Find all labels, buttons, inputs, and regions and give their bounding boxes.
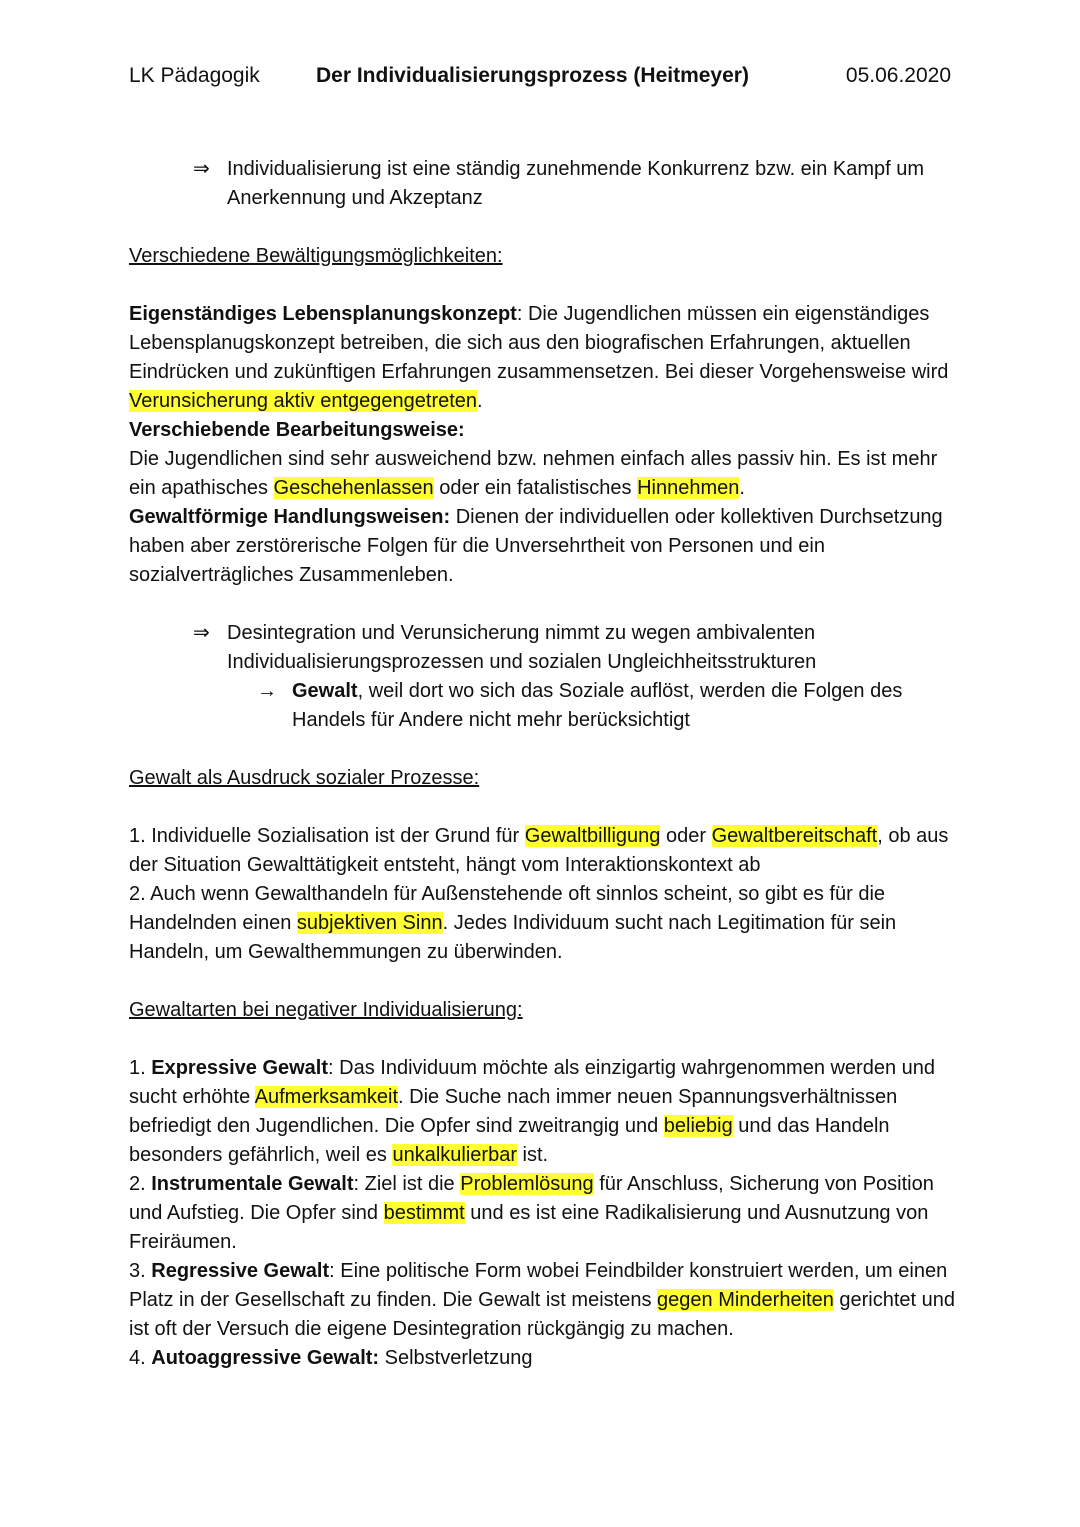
conclusion-arrow-2 — [129, 619, 959, 677]
highlight: unkalkulierbar — [392, 1144, 517, 1166]
paragraph-violent: Gewaltförmige Handlungsweisen: Dienen der individuellen oder kollektiven Durchsetzung haben aber zerstörerische Folgen für die Unversehrtheit von Personen und ein sozialverträgliches Zusammenleben. — [129, 506, 943, 586]
term-bold: Expressive Gewalt — [151, 1057, 329, 1079]
paragraph-evasive — [129, 416, 959, 445]
highlight: Problemlösung — [460, 1173, 594, 1195]
term-bold: Verschiebende Bearbeitungsweise: — [129, 419, 465, 441]
sub-conclusion-arrow: → Gewalt, weil dort wo sich das Soziale auflöst, werden die Folgen des Handels für Andere nicht mehr berücksichtigt — [129, 677, 959, 735]
header-title: Der Individualisierungsprozess (Heitmeyer) — [316, 64, 749, 87]
right-arrow-icon: → — [257, 680, 277, 702]
section-heading-coping: Verschiedene Bewältigungsmöglichkeiten: — [129, 245, 503, 267]
term-bold: Gewalt — [292, 680, 358, 702]
highlight: Gewaltbilligung — [524, 825, 661, 847]
double-arrow-icon: ⇒ — [193, 158, 210, 180]
term-bold: Gewaltförmige Handlungsweisen: — [129, 506, 451, 528]
term-bold: Instrumentale Gewalt — [151, 1173, 354, 1195]
list-item: 4. Autoaggressive Gewalt: Selbstverletzung — [129, 1347, 533, 1369]
highlight: subjektiven Sinn — [296, 912, 443, 934]
highlight: Verunsicherung aktiv entgegengetreten — [129, 390, 478, 412]
highlight: bestimmt — [383, 1202, 465, 1224]
highlight: Aufmerksamkeit — [254, 1086, 399, 1108]
list-item: 2. Instrumentale Gewalt: Ziel ist die Problemlösung für Anschluss, Sicherung von Position und Aufstieg. Die Opfer sind bestimmt und es ist eine Radikalisierung und Ausnutzung von Freiräumen. — [129, 1173, 934, 1253]
list-item: 3. Regressive Gewalt: Eine politische Form wobei Feindbilder konstruiert werden, um einen Platz in der Gesellschaft zu finden. Die Gewalt ist meistens gegen Minderheiten gerichtet und ist oft der Versuch die eigene Desintegration rückgängig zu machen. — [129, 1260, 956, 1340]
term-bold: Regressive Gewalt — [151, 1260, 330, 1282]
list-item: 1. Expressive Gewalt: Das Individuum möchte als einzigartig wahrgenommen werden und sucht erhöhte Aufmerksamkeit. Die Suche nach immer neuen Spannungsverhältnissen befriedigt den Jugendlichen. Die Opfer sind zweitrangig und beliebig und das Handeln besonders gefährlich, weil es unkalkulierbar ist. — [129, 1057, 936, 1166]
section-heading-social-processes: Gewalt als Ausdruck sozialer Prozesse: — [129, 767, 480, 789]
header-date: 05.06.2020 — [845, 64, 951, 87]
highlight: Gewaltbereitschaft — [711, 825, 878, 847]
highlight: Geschehenlassen — [273, 477, 434, 499]
term-bold: Eigenständiges Lebensplanungskonzept — [129, 303, 517, 325]
highlight: beliebig — [663, 1115, 733, 1137]
paragraph-life-planning: Eigenständiges Lebensplanungskonzept: Die Jugendlichen müssen ein eigenständiges Lebensplanugskonzept betreiben, die sich aus den biografischen Erfahrungen, aktuellen Eindrücken und zukünftigen Erfahrungen zusammensetzen. Bei dieser Vorgehensweise wird Verunsicherung aktiv entgegengetreten. — [129, 303, 949, 412]
highlight: Hinnehmen — [637, 477, 740, 499]
section-heading-violence-types: Gewaltarten bei negativer Individualisierung: — [129, 999, 523, 1021]
double-arrow-icon: ⇒ — [193, 622, 210, 644]
paragraph-evasive-text: Die Jugendlichen sind sehr ausweichend bzw. nehmen einfach alles passiv hin. Es ist mehr ein apathisches Geschehenlassen oder ein fatalistisches Hinnehmen. — [129, 448, 938, 499]
highlight: gegen Minderheiten — [657, 1289, 834, 1311]
conclusion-arrow-1 — [129, 155, 959, 213]
list-item: 2. Auch wenn Gewalthandeln für Außenstehende oft sinnlos scheint, so gibt es für die Handelnden einen subjektiven Sinn. Jedes Individuum sucht nach Legitimation für sein Handeln, um Gewalthemmungen zu überwinden. — [129, 883, 897, 963]
conclusion-text: Individualisierung ist eine ständig zunehmende Konkurrenz bzw. ein Kampf um Anerkennung und Akzeptanz — [227, 158, 925, 209]
term-bold: Autoaggressive Gewalt: — [151, 1347, 380, 1369]
header-course: LK Pädagogik — [129, 64, 260, 87]
document-body — [129, 155, 959, 1373]
list-item: 1. Individuelle Sozialisation ist der Grund für Gewaltbilligung oder Gewaltbereitschaft, ob aus der Situation Gewalttätigkeit entsteht, hängt vom Interaktionskontext ab — [129, 825, 949, 876]
conclusion-text: Desintegration und Verunsicherung nimmt zu wegen ambivalenten Individualisierungsprozessen und sozialen Ungleichheitsstrukturen — [227, 622, 817, 673]
